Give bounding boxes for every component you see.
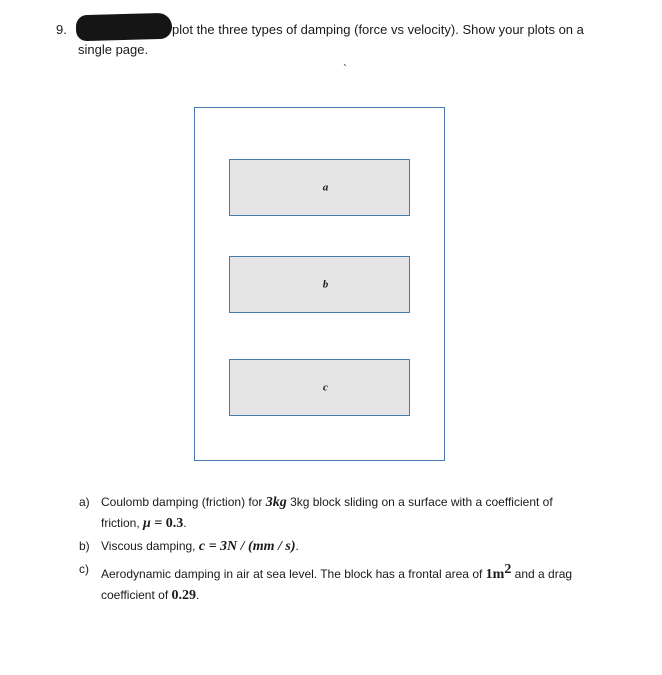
mu-value: = 0.3: [150, 516, 184, 531]
item-text: .: [295, 539, 299, 553]
redaction-mark: [76, 13, 173, 42]
plot-label-c: c: [323, 380, 328, 393]
frontal-area-value: 1m: [485, 567, 505, 582]
item-text: and a drag: [511, 567, 573, 581]
frontal-area-exponent: 2: [504, 562, 512, 577]
item-text: .: [196, 588, 200, 602]
mass-value: 3kg: [265, 495, 287, 510]
item-text: .: [183, 516, 187, 530]
item-marker: b): [79, 539, 90, 553]
damping-coefficient-symbol: c: [198, 539, 206, 554]
item-text: Viscous damping,: [101, 539, 199, 553]
item-coulomb: [79, 492, 619, 534]
item-text: friction,: [101, 516, 144, 530]
item-aerodynamic: [79, 559, 619, 606]
item-text: Aerodynamic damping in air at sea level. The block has a frontal area of: [101, 567, 486, 581]
question-number: 9.: [56, 22, 67, 37]
item-marker: c): [79, 562, 89, 576]
stray-mark: `: [343, 62, 347, 76]
plot-box-b: [229, 256, 410, 313]
plot-box-a: [229, 159, 410, 216]
plot-box-c: [229, 359, 410, 416]
drag-coefficient-value: 0.29: [171, 588, 196, 603]
plot-label-b: b: [322, 277, 329, 290]
damping-coefficient-value: = 3N / (mm / s): [205, 539, 296, 554]
damping-items-list: [79, 492, 619, 606]
item-text: 3kg block sliding on a surface with a coefficient of: [286, 495, 553, 509]
item-marker: a): [79, 495, 90, 509]
question-prompt-line1: plot the three types of damping (force vs velocity). Show your plots on a: [172, 22, 584, 37]
mu-symbol: μ: [143, 516, 151, 531]
item-text: Coulomb damping (friction) for: [101, 495, 266, 509]
plot-label-a: a: [322, 180, 329, 193]
question-prompt-line2: single page.: [78, 42, 149, 57]
item-text: coefficient of: [101, 588, 172, 602]
item-viscous: [79, 536, 619, 557]
